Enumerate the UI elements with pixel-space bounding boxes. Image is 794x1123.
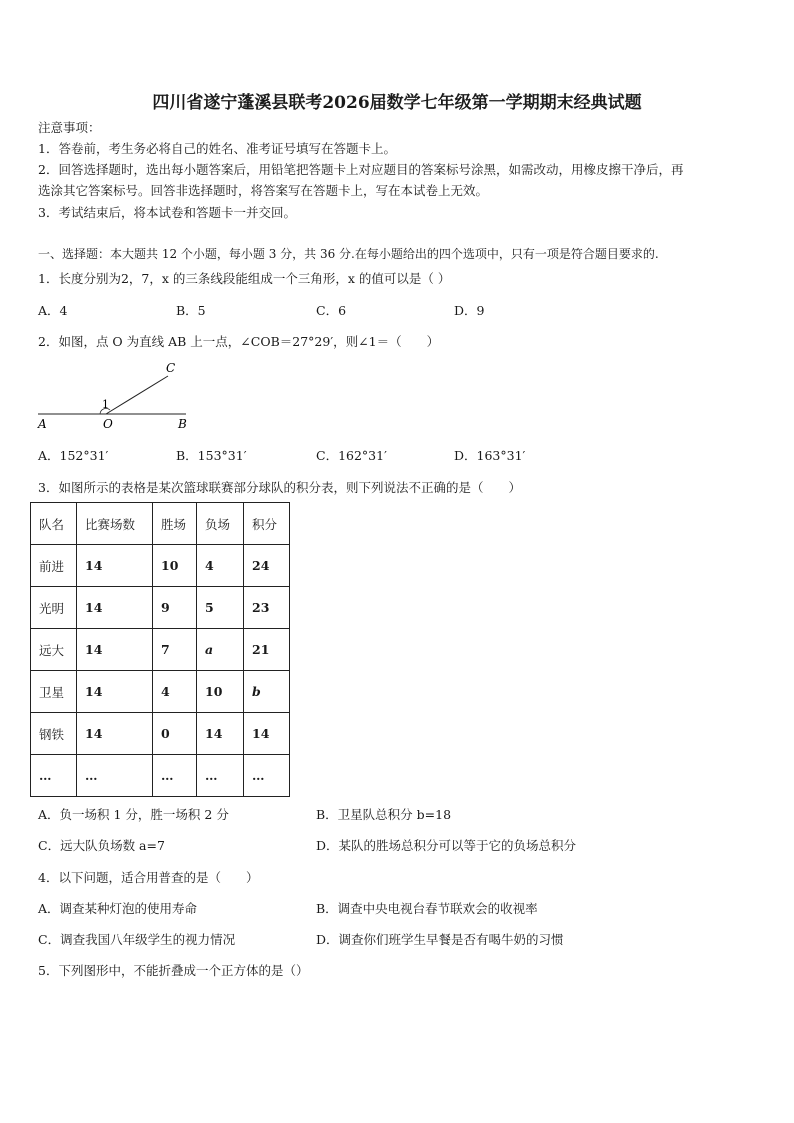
- table-header-row: [31, 503, 290, 545]
- table-cell: 0: [153, 713, 197, 755]
- notice-heading: 注意事项：: [38, 120, 101, 135]
- question-1-stem: 1．长度分别为2，7，x 的三条线段能组成一个三角形，x 的值可以是（ ）: [38, 271, 451, 286]
- label-b: B: [178, 417, 187, 431]
- q4-option-c: C．调查我国八年级学生的视力情况: [38, 932, 236, 947]
- q2-option-a: A．152°31′: [38, 448, 109, 463]
- table-row: [31, 587, 290, 629]
- question-5-stem: 5．下列图形中，不能折叠成一个正方体的是（）: [38, 963, 309, 978]
- table-cell: 5: [197, 587, 244, 629]
- table-cell: 23: [244, 587, 290, 629]
- question-2-stem: 2．如图，点 O 为直线 AB 上一点，∠COB＝27°29′，则∠1＝（ ）: [38, 334, 440, 349]
- table-cell: 前进: [31, 545, 77, 587]
- table-cell: 4: [153, 671, 197, 713]
- label-a: A: [38, 417, 47, 431]
- question-4-stem: 4．以下问题，适合用普查的是（ ）: [38, 870, 259, 885]
- table-cell: 10: [153, 545, 197, 587]
- label-1: 1: [102, 398, 109, 411]
- table-cell: 14: [244, 713, 290, 755]
- notice-item: 3．考试结束后，将本试卷和答题卡一并交回。: [38, 205, 296, 220]
- table-cell: …: [197, 755, 244, 797]
- q4-option-b: B．调查中央电视台春节联欢会的收视率: [316, 901, 538, 916]
- page-title: 四川省遂宁蓬溪县联考2026届数学七年级第一学期期末经典试题: [152, 93, 642, 113]
- q2-option-d: D．163°31′: [454, 448, 526, 463]
- table-cell: …: [31, 755, 77, 797]
- table-row: [31, 755, 290, 797]
- table-cell: 14: [77, 713, 153, 755]
- q3-option-d: D．某队的胜场总积分可以等于它的负场总积分: [316, 838, 577, 853]
- table-cell: 21: [244, 629, 290, 671]
- table-row: [31, 629, 290, 671]
- table-cell: 光明: [31, 587, 77, 629]
- table-cell: 10: [197, 671, 244, 713]
- table-cell: 14: [77, 587, 153, 629]
- table-cell: 14: [77, 629, 153, 671]
- table-row: [31, 671, 290, 713]
- table-cell: 7: [153, 629, 197, 671]
- q4-option-d: D．调查你们班学生早餐是否有喝牛奶的习惯: [316, 932, 564, 947]
- question-3-stem: 3．如图所示的表格是某次篮球联赛部分球队的积分表，则下列说法不正确的是（ ）: [38, 480, 521, 495]
- q3-option-b: B．卫星队总积分 b=18: [316, 807, 452, 822]
- table-cell: b: [244, 671, 290, 713]
- table-cell: 14: [77, 545, 153, 587]
- table-cell: 4: [197, 545, 244, 587]
- table-row: [31, 713, 290, 755]
- table-header: 负场: [197, 503, 244, 545]
- score-table: [30, 502, 290, 797]
- notice-item: 1．答卷前，考生务必将自己的姓名、准考证号填写在答题卡上。: [38, 141, 396, 156]
- table-cell: 钢铁: [31, 713, 77, 755]
- table-cell: 24: [244, 545, 290, 587]
- table-cell: …: [77, 755, 153, 797]
- q2-option-b: B．153°31′: [176, 448, 247, 463]
- ray-oc: [106, 376, 168, 414]
- table-cell: 14: [197, 713, 244, 755]
- q3-option-a: A．负一场积 1 分，胜一场积 2 分: [38, 807, 229, 822]
- section-heading: 一、选择题：本大题共 12 个小题，每小题 3 分，共 36 分.在每小题给出的四个选项中，只有一项是符合题目要求的.: [38, 247, 659, 261]
- notice-item: 2．回答选择题时，选出每小题答案后，用铅笔把答题卡上对应题目的答案标号涂黑，如需改动，用橡皮擦干净后，再: [38, 162, 684, 177]
- q1-option-d: D．9: [454, 303, 485, 318]
- q2-option-c: C．162°31′: [316, 448, 387, 463]
- notice-item: 选涂其它答案标号。回答非选择题时，将答案写在答题卡上，写在本试卷上无效。: [38, 183, 489, 198]
- table-row: [31, 545, 290, 587]
- table-header: 积分: [244, 503, 290, 545]
- label-c: C: [166, 361, 176, 375]
- angle-figure: [30, 358, 200, 434]
- table-cell: …: [153, 755, 197, 797]
- q4-option-a: A．调查某种灯泡的使用寿命: [38, 901, 198, 916]
- table-header: 队名: [31, 503, 77, 545]
- q1-option-b: B．5: [176, 303, 206, 318]
- table-cell: 9: [153, 587, 197, 629]
- table-cell: …: [244, 755, 290, 797]
- q1-option-a: A．4: [38, 303, 68, 318]
- table-header: 胜场: [153, 503, 197, 545]
- table-cell: 卫星: [31, 671, 77, 713]
- label-o: O: [103, 417, 113, 431]
- q1-option-c: C．6: [316, 303, 347, 318]
- table-cell: 14: [77, 671, 153, 713]
- table-cell: 远大: [31, 629, 77, 671]
- table-header: 比赛场数: [77, 503, 153, 545]
- q3-option-c: C．远大队负场数 a=7: [38, 838, 165, 853]
- table-cell: a: [197, 629, 244, 671]
